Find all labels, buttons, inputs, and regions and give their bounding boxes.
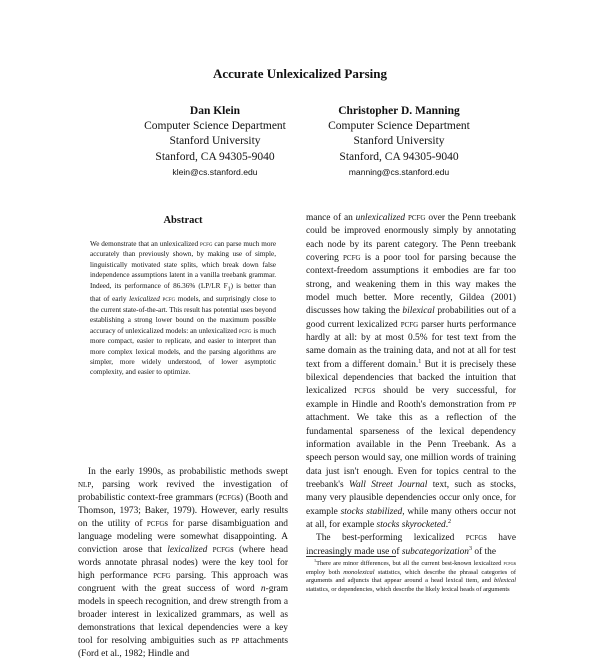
footnote-divider [306,556,396,557]
continued-paragraph: mance of an unlexicalized pcfg over the Penn treebank could be improved enormously simply by annotating each node by its parent category. The Penn treebank covering pcfg is a poor tool for parsing because the context-freedom assumptions it embodies are far too strong, and weakening them in this way makes the model much better. More recently, Gildea (2001) discusses how taking the bilexical probabilities out of a good current lexicalized pcfg parser hurts performance hardly at all: by at most 0.5% for test text from the same domain as the training data, and not at all for test text from a different domain.$^1$ But it is precisely these bilexical dependencies that backed the intuition that lexicalized pcfgs should be very successful, for example in Hindle and Rooth's demonstration from pp attachment. We take this as a reflection of the fundamental sparseness of the lexical dependency information available in the Penn Treebank. As a speech person would say, one million words of training data just isn't enough. Even for topics central to the treebank's Wall Street Journal text, such as stocks, many very plausible dependencies occur only once, for example stocks stabilized, while many others occur not at all, for example stocks skyrocketed.$^2$ [306,213,517,530]
author-email: manning@cs.stanford.edu [348,166,450,177]
author-address: Stanford, CA 94305-9040 [155,150,275,163]
abstract-text: We demonstrate that an unlexicalized pcfg can parse much more accurately than previously shown, by making use of simple, linguistically motivated state splits, which break down false independence assumptions latent in a vanilla treebank grammar. Indeed, its performance of 86.36% (LP/LR $F_1$) is better than that of early lexicalized pcfg models, and surprisingly close to the current state-of-the-art. This result has potential uses beyond establishing a strong lower bound on the maximum possible accuracy of unlexicalized models: an unlexicalized pcfg is much more compact, easier to replicate, and easier to interpret than more complex lexical models, and the parsing algorithms are simpler, more widely understood, of lower asymptotic complexity, and easier to optimize. [90,240,277,377]
intro-paragraph: In the early 1990s, as probabilistic methods swept nlp, parsing work revived the investigation of probabilistic context-free grammars (pcfgs) (Booth and Thomson, 1973; Baker, 1979). However, early results on the utility of pcfgs for parse disambiguation and language modeling were somewhat disappointing. A conviction arose that lexicalized pcfgs (where head words annotate phrasal nodes) were the key tool for high performance pcfg parsing. This approach was congruent with the great success of word n-gram models in speech recognition, and drew strength from a broader interest in lexicalized grammars, as well as demonstrations that lexical dependencies were a key tool for resolving ambiguities such as pp attachments (Ford et al., 1982; Hindle and [78,467,289,659]
footnote-1: $^1$There are minor differences, but all the current best-known lexicalized pcfgs employ both monolexical statistics, which describe the phrasal categories of arguments and adjuncts that appear around a head lexical item, and bilexical statistics, or dependencies, which describe the likely lexical heads of arguments [306,557,516,593]
paper-title: Accurate Unlexicalized Parsing [212,66,387,81]
author-block-2 [279,104,519,180]
author-university: Stanford University [353,135,445,148]
author-university: Stanford University [169,135,261,148]
author-name: Christopher D. Manning [338,105,460,117]
author-department: Computer Science Department [144,120,286,133]
abstract-heading: Abstract [163,215,203,226]
author-name: Dan Klein [189,105,241,117]
author-department: Computer Science Department [328,120,470,133]
body-left-column [78,466,288,661]
next-paragraph: The best-performing lexicalized pcfgs have increasingly made use of subcategorization$^3$ of the [306,533,516,557]
author-email: klein@cs.stanford.edu [172,166,258,177]
author-address: Stanford, CA 94305-9040 [339,150,459,163]
body-right-column [306,212,516,559]
